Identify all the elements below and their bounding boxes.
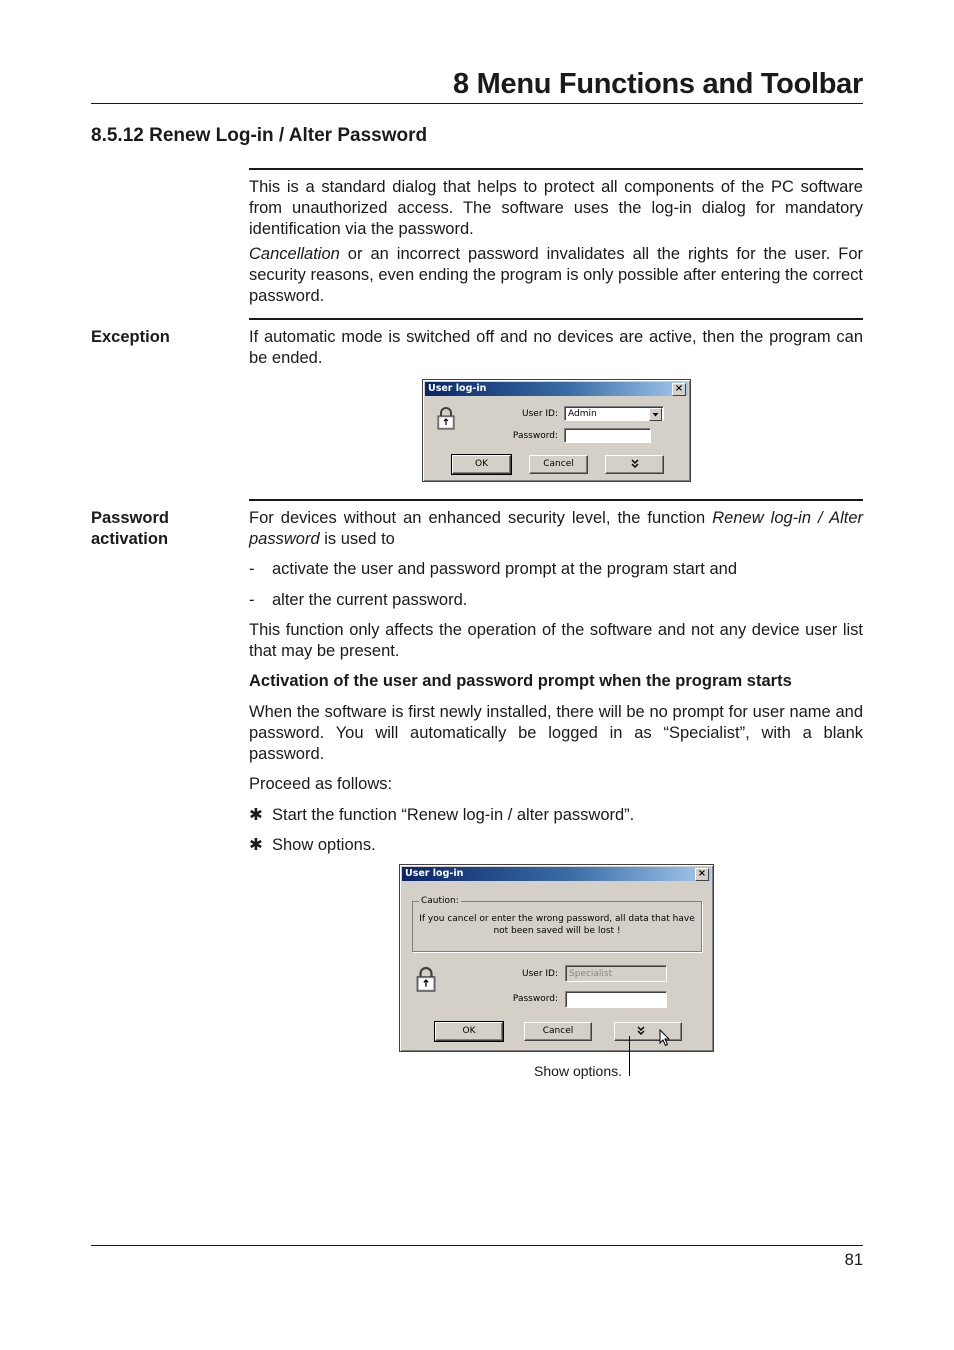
step-text: Show options. — [272, 836, 376, 854]
double-chevron-down-icon — [630, 459, 640, 469]
password-field[interactable] — [564, 428, 651, 443]
double-chevron-down-icon — [636, 1026, 646, 1036]
ok-button[interactable]: OK — [435, 1022, 503, 1041]
password-activation-rule — [249, 499, 863, 501]
chapter-title: 8 Menu Functions and Toolbar — [453, 68, 863, 100]
cancel-button[interactable]: Cancel — [529, 455, 588, 474]
password-activation-intro — [249, 508, 863, 550]
list-item-text: alter the current password. — [272, 591, 468, 609]
step-text: Start the function “Renew log-in / alter password”. — [272, 806, 635, 824]
asterisk-marker: ✱ — [249, 836, 263, 854]
cancellation-term: Cancellation — [249, 245, 340, 263]
footer-rule — [91, 1245, 863, 1246]
exception-rule — [249, 318, 863, 320]
password-activation-label-line1: Password — [91, 509, 169, 527]
caution-title: Caution: — [421, 896, 459, 906]
header-rule — [91, 103, 863, 104]
intro-paragraph-2 — [249, 244, 863, 307]
intro-rule — [249, 168, 863, 170]
dialog-title: User log-in — [405, 868, 464, 879]
password-activation-label-line2: activation — [91, 530, 169, 548]
dash-marker: - — [249, 560, 255, 578]
padlock-icon — [415, 965, 437, 993]
dash-marker: - — [249, 591, 255, 609]
password-activation-label — [91, 508, 241, 550]
ok-button[interactable]: OK — [452, 455, 511, 474]
close-button[interactable]: × — [695, 868, 709, 881]
padlock-icon — [436, 406, 456, 430]
cancel-button[interactable]: Cancel — [524, 1022, 592, 1041]
show-options-button[interactable] — [605, 455, 664, 474]
close-button[interactable]: × — [672, 383, 686, 396]
page-number: 81 — [844, 1251, 863, 1269]
user-login-dialog-compact — [422, 379, 691, 482]
user-id-field[interactable]: Specialist — [565, 965, 667, 982]
user-id-value: Admin — [568, 409, 597, 419]
user-id-label: User ID: — [522, 409, 558, 419]
callout-line — [629, 1036, 630, 1076]
user-login-dialog-expanded — [399, 864, 714, 1052]
function-name: Renew log-in / Alter password — [249, 509, 863, 548]
user-id-combobox[interactable] — [564, 406, 664, 421]
dialog-titlebar — [402, 867, 711, 881]
intro-part-b: is used to — [319, 530, 395, 548]
exception-label: Exception — [91, 328, 170, 346]
chevron-down-icon[interactable] — [649, 408, 662, 421]
intro-paragraph-2-text: or an incorrect password invalidates all the rights for the user. For security reasons, even ending the program is only possible after entering the correct password. — [249, 245, 863, 305]
section-title: 8.5.12 Renew Log-in / Alter Password — [91, 125, 428, 146]
intro-part-a: For devices without an enhanced security level, the function — [249, 509, 713, 527]
dialog-title: User log-in — [428, 383, 487, 394]
show-options-button[interactable] — [614, 1022, 682, 1041]
install-paragraph: When the software is first newly installed, there will be no prompt for user name and password. You will automatically be logged in as “Specialist”, with a blank password. — [249, 703, 863, 763]
password-label: Password: — [512, 431, 558, 441]
caution-groupbox — [412, 896, 702, 952]
exception-text: If automatic mode is switched off and no devices are active, then the program can be ended. — [249, 328, 863, 367]
mouse-cursor-icon — [659, 1029, 671, 1047]
password-label: Password: — [512, 994, 558, 1004]
function-scope-note: This function only affects the operation of the software and not any device user list that may be present. — [249, 621, 863, 660]
show-options-callout: Show options. — [534, 1063, 622, 1079]
dialog-titlebar — [425, 382, 688, 396]
list-item-text: activate the user and password prompt at the program start and — [272, 560, 737, 578]
password-field[interactable] — [565, 991, 667, 1008]
subheading: Activation of the user and password prompt when the program starts — [249, 672, 792, 690]
asterisk-marker: ✱ — [249, 806, 263, 824]
intro-paragraph-1: This is a standard dialog that helps to protect all components of the PC software from unauthorized access. The software uses the log-in dialog for mandatory identification via the password. — [249, 178, 863, 238]
proceed-text: Proceed as follows: — [249, 775, 393, 793]
user-id-label: User ID: — [522, 969, 558, 979]
caution-text: If you cancel or enter the wrong password, all data that have not been saved will be lost ! — [419, 914, 695, 936]
